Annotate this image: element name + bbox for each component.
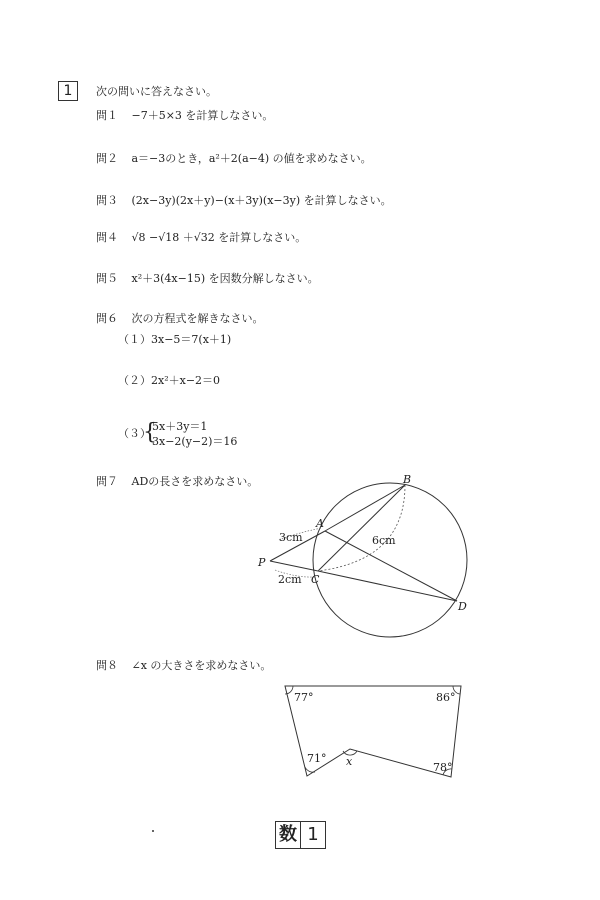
angle-78: 78°	[433, 761, 453, 774]
label-c: C	[311, 573, 320, 586]
question-8	[96, 657, 271, 673]
question-7-label: 問７	[96, 475, 118, 488]
instruction: 次の問いに答えなさい。	[96, 85, 217, 98]
label-a: A	[316, 517, 324, 530]
question-6-sub-3-label: （３）	[118, 427, 151, 440]
question-2-text: a＝−3のとき，a²＋2(a−4) の値を求めなさい。	[131, 152, 372, 165]
question-6-sub-2: （２）2x²＋x−2＝0	[118, 374, 221, 387]
question-6-sub-3-eq1: 5x＋3y＝1	[152, 420, 208, 433]
angle-x: x	[346, 755, 353, 768]
label-d: D	[458, 600, 467, 613]
footer-page-number: 1	[307, 824, 319, 845]
question-7-text: ADの長さを求めなさい。	[131, 475, 259, 488]
page-footer	[275, 821, 326, 849]
question-1-label: 問１	[96, 109, 118, 122]
question-1-text: −7＋5×3 を計算しなさい。	[131, 109, 274, 122]
angle-71: 71°	[307, 752, 327, 765]
question-8-label: 問８	[96, 659, 118, 672]
question-6-label: 問６	[96, 312, 118, 325]
question-5-label: 問５	[96, 272, 118, 285]
angle-77: 77°	[294, 691, 314, 704]
label-b: B	[403, 473, 412, 486]
problem-number-box: 1	[58, 81, 78, 101]
label-len-pa: 3cm	[279, 531, 303, 544]
system-brace: {	[143, 420, 157, 445]
segment-pc	[270, 561, 318, 571]
question-5-text: x²＋3(4x−15) を因数分解しなさい。	[131, 272, 319, 285]
question-3-text: (2x−3y)(2x＋y)−(x＋3y)(x−3y) を計算しなさい。	[131, 194, 392, 207]
question-6-sub-1: （１）3x−5＝7(x＋1)	[118, 333, 232, 346]
question-6-sub-3-eq2: 3x−2(y−2)＝16	[152, 435, 238, 448]
circle	[313, 483, 467, 637]
label-p: P	[258, 556, 266, 569]
question-2-label: 問２	[96, 152, 118, 165]
print-dot	[152, 830, 154, 832]
question-4-text: √8 −√18 ＋√32 を計算しなさい。	[131, 231, 307, 244]
footer-subject: 数	[276, 822, 301, 848]
segment-cd	[318, 571, 457, 601]
question-6-text: 次の方程式を解きなさい。	[131, 312, 264, 325]
question-3-label: 問３	[96, 194, 118, 207]
question-4-label: 問４	[96, 231, 118, 244]
angle-86: 86°	[436, 691, 456, 704]
label-len-pc: 2cm	[278, 573, 302, 586]
label-len-cb: 6cm	[372, 534, 396, 547]
question-8-text: ∠x の大きさを求めなさい。	[131, 659, 272, 672]
